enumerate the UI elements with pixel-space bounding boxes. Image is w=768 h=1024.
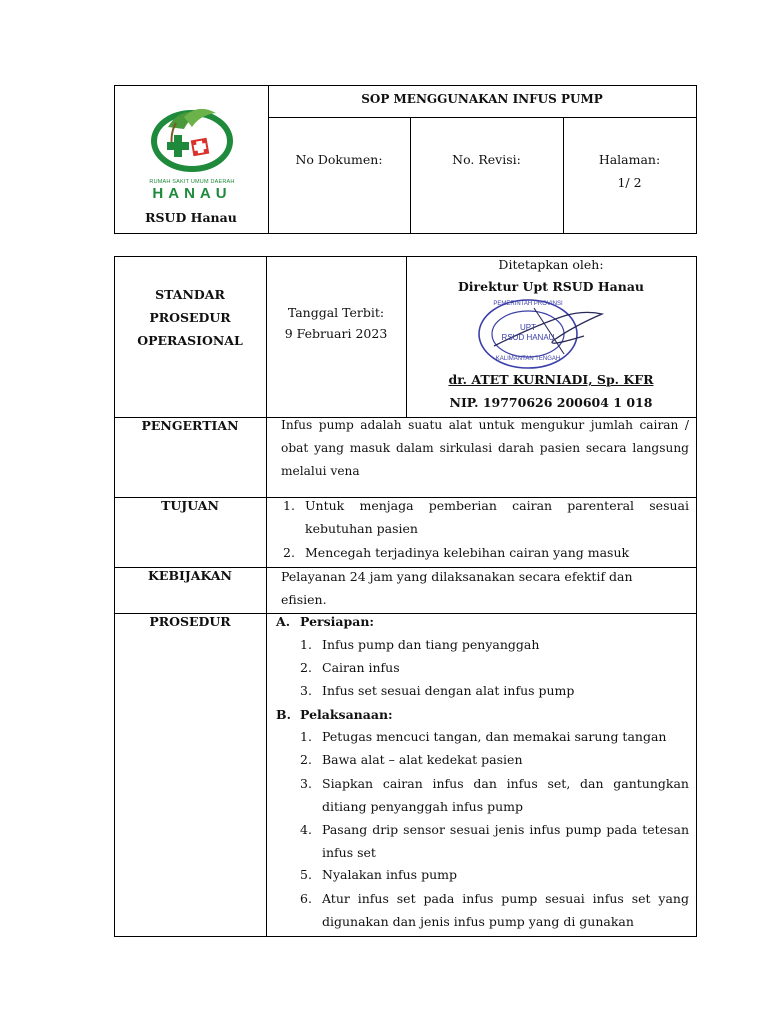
sop-label (114, 283, 266, 352)
list-number: 6. (300, 891, 312, 906)
persiapan-item-text: Infus pump dan tiang penyanggah (322, 637, 540, 652)
signer-nip: NIP. 19770626 200604 1 018 (449, 395, 653, 410)
list-number: 3. (300, 776, 312, 791)
list-number: 5. (300, 867, 312, 882)
pelaksanaan-item-text: Nyalakan infus pump (322, 867, 457, 882)
document-title: SOP MENGGUNAKAN INFUS PUMP (361, 92, 603, 106)
pelaksanaan-item-text: Siapkan cairan infus dan infus set, dan gantungkan ditiang penyanggah infus pump (322, 776, 689, 814)
logo-big-text: HANAU (152, 185, 232, 202)
pelaksanaan-item-text: Bawa alat – alat kedekat pasien (322, 752, 523, 767)
list-number: 4. (300, 822, 312, 837)
pelaksanaan-item-text: Petugas mencuci tangan, dan memakai sarung tangan (322, 729, 667, 744)
hospital-logo (140, 103, 244, 201)
pelaksanaan-item-text: Pasang drip sensor sesuai jenis infus pump pada tetesan infus set (322, 822, 689, 860)
pelaksanaan-item-text: Atur infus set pada infus pump sesuai infus set yang digunakan dan jenis infus pump yang di gunakan (322, 891, 689, 929)
prosedur-label: PROSEDUR (149, 614, 231, 629)
persiapan-letter: A. (276, 614, 291, 629)
stamp-mid-text-2: RSUD HANAU (501, 333, 555, 342)
tujuan-item-text: Mencegah terjadinya kelebihan cairan yang masuk (305, 545, 630, 560)
tujuan-item-text: Untuk menjaga pemberian cairan parenteral sesuai kebutuhan pasien (305, 498, 689, 536)
persiapan-title: Persiapan: (300, 614, 375, 629)
stamp-bottom-text: KALIMANTAN TENGAH (495, 356, 561, 362)
official-stamp (474, 296, 610, 372)
tanggal-label: Tanggal Terbit: (287, 305, 385, 320)
signer-name: dr. ATET KURNIADI, Sp. KFR (448, 372, 654, 387)
direktur-label: Direktur Upt RSUD Hanau (457, 279, 645, 294)
tanggal-terbit (266, 302, 406, 344)
kebijakan-text: Pelayanan 24 jam yang dilaksanakan secara efektif dan efisien. (281, 569, 633, 607)
pengertian-label: PENGERTIAN (141, 418, 239, 433)
halaman-label: Halaman: (598, 152, 661, 167)
no-dokumen-label: No Dokumen: (295, 152, 383, 167)
list-number: 2. (283, 545, 295, 560)
tanggal-value: 9 Februari 2023 (284, 326, 388, 341)
hospital-name: RSUD Hanau (145, 210, 237, 225)
list-number: 2. (300, 660, 312, 675)
list-number: 1. (300, 637, 312, 652)
ditetapkan-label: Ditetapkan oleh: (498, 257, 604, 272)
tujuan-label: TUJUAN (161, 498, 219, 513)
list-number: 1. (283, 498, 295, 513)
persiapan-item-text: Infus set sesuai dengan alat infus pump (322, 683, 575, 698)
halaman-value: 1/ 2 (617, 175, 642, 190)
pelaksanaan-title: Pelaksanaan: (300, 707, 393, 722)
sop-label-line-3: OPERASIONAL (137, 333, 243, 348)
list-number: 3. (300, 683, 312, 698)
no-revisi-label: No. Revisi: (452, 152, 521, 167)
stamp-top-text: PEMERINTAH PROVINSI (493, 301, 563, 307)
sop-label-line-2: PROSEDUR (149, 310, 231, 325)
pelaksanaan-letter: B. (276, 707, 291, 722)
list-number: 2. (300, 752, 312, 767)
kebijakan-label: KEBIJAKAN (148, 568, 232, 583)
pengertian-text: Infus pump adalah suatu alat untuk mengukur jumlah cairan / obat yang masuk dalam sirkulasi darah pasien secara langsung melalui vena (281, 418, 689, 478)
stamp-mid-text-1: UPT (520, 323, 536, 332)
persiapan-item-text: Cairan infus (322, 660, 400, 675)
list-number: 1. (300, 729, 312, 744)
logo-small-text: RUMAH SAKIT UMUM DAERAH (149, 179, 235, 185)
sop-label-line-1: STANDAR (155, 287, 225, 302)
